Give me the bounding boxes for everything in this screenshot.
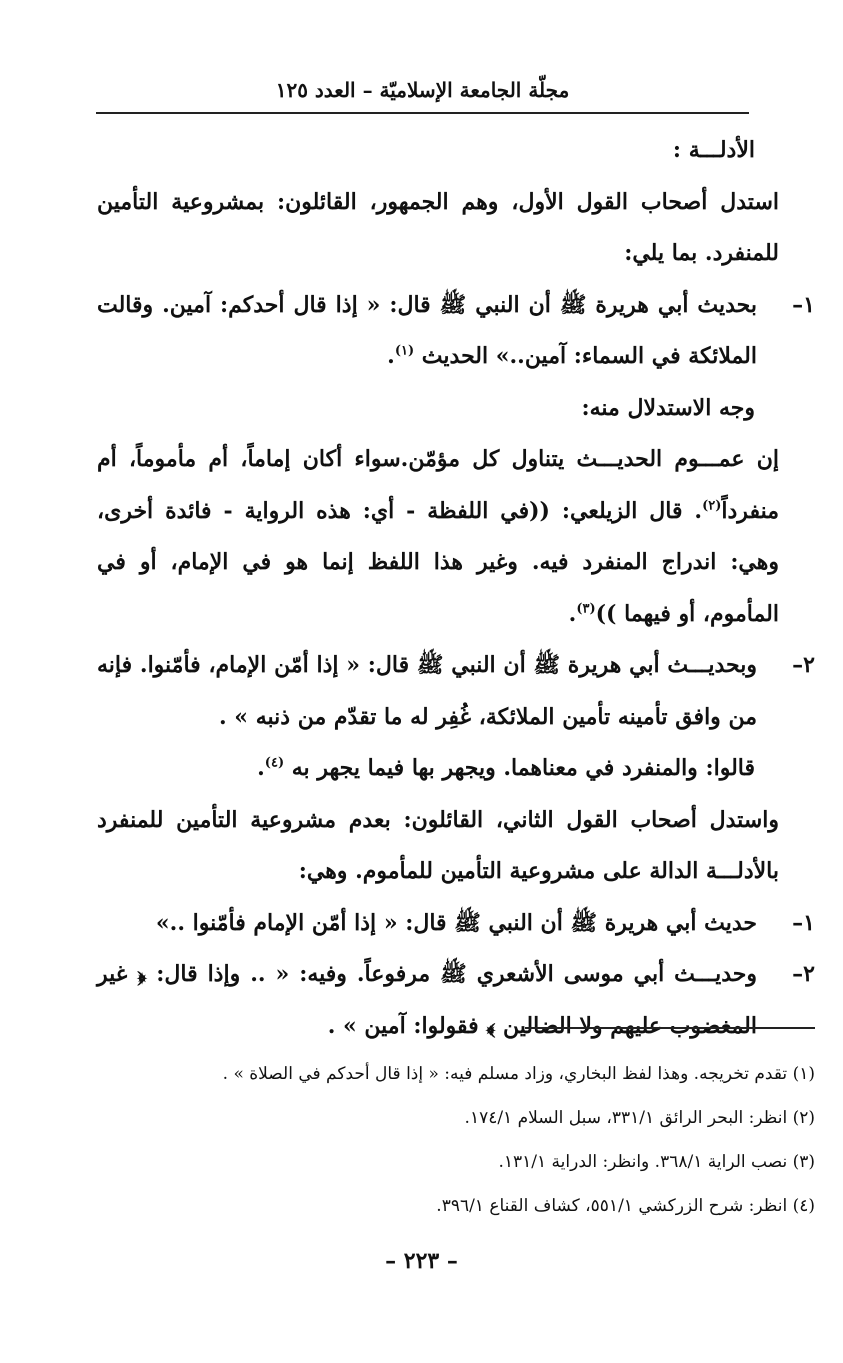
qalu-text (97, 743, 815, 795)
evidence-item-1 (97, 280, 815, 383)
item-number: ٢– (792, 652, 815, 678)
main-text (97, 125, 815, 1052)
second-view-intro: واستدل أصحاب القول الثاني، القائلون: بعدم مشروعية التأمين للمنفرد بالأدلـــة الدالة على مشروعية التأمين للمأموم. وهي: (97, 806, 779, 884)
sentence-end: . (568, 600, 577, 627)
sentence-end: . (387, 343, 395, 369)
footnotes (97, 1052, 815, 1228)
header-divider (96, 112, 749, 114)
footnote-4: (٤) انظر: شرح الزركشي ٥٥١/١، كشاف القناع ٣٩٦/١. (436, 1196, 815, 1216)
footnote-ref-2[interactable]: (٢) (702, 498, 722, 514)
running-header: مجلّة الجامعة الإسلاميّة – العدد ١٢٥ (275, 78, 570, 102)
footnote-3: (٣) نصب الراية ٣٦٨/١. وانظر: الدراية ١٣١/١. (498, 1152, 815, 1172)
qalu-body: قالوا: والمنفرد في معناهما. ويجهر بها فيما يجهر به (291, 755, 755, 781)
page-number: – ٢٢٣ – (385, 1248, 458, 1274)
footnote-divider (525, 1027, 815, 1029)
footnote-ref-1[interactable]: (١) (394, 343, 415, 359)
footnote-ref-4[interactable]: (٤) (264, 755, 285, 771)
item-text (97, 280, 757, 383)
inference-heading: وجه الاستدلال منه: (581, 394, 755, 421)
inference-body: إن عمـــوم الحديـــث يتناول كل مؤمّن.سواء أكان إماماً، أم مأموماً، أم منفرداً (97, 446, 779, 524)
item-number: ١– (792, 291, 815, 318)
footnote-ref-3[interactable]: (٣) (576, 601, 596, 617)
footnote-1: (١) تقدم تخريجه. وهذا لفظ البخاري، وزاد مسلم فيه: « إذا قال أحدكم في الصلاة » . (222, 1064, 815, 1084)
zaylai-quote: . قال الزيلعي: ((في اللفظة - أي: هذه الرواية - فائدة أخرى، وهي: اندراج المنفرد فيه. وغير هذا اللفظ إنما هو في الإمام، أو في المأموم، أو فيهما )) (97, 497, 779, 627)
item-text: وحديـــث أبي موسى الأشعري ﷺ مرفوعاً. وفيه: « .. وإذا قال: ﴿ غير المغضوب عليهم ولا الضالين ﴾ فقولوا: آمين » . (97, 961, 757, 1039)
sentence-end: . (257, 755, 265, 781)
evidence-item-2 (97, 640, 815, 743)
hadith-text: بحديث أبي هريرة ﷺ أن النبي ﷺ قال: « إذا قال أحدكم: آمين. وقالت الملائكة في السماء: آمين..» الحديث (97, 291, 757, 369)
footnote-2: (٢) انظر: البحر الرائق ٣٣١/١، سبل السلام ١٧٤/١. (464, 1108, 815, 1128)
inference-text (97, 434, 815, 640)
first-view-intro: استدل أصحاب القول الأول، وهم الجمهور، القائلون: بمشروعية التأمين للمنفرد. بما يلي: (97, 188, 779, 266)
item-text: وبحديـــث أبي هريرة ﷺ أن النبي ﷺ قال: « إذا أمّن الإمام، فأمّنوا. فإنه من وافق تأمينه تأمين الملائكة، غُفِر له ما تقدّم من ذنبه » . (97, 652, 757, 730)
item-number: ١– (792, 909, 815, 936)
second-evidence-item-2 (97, 949, 815, 1052)
second-evidence-item-1 (97, 898, 815, 950)
item-text: حديث أبي هريرة ﷺ أن النبي ﷺ قال: « إذا أمّن الإمام فأمّنوا ..» (155, 909, 757, 936)
item-number: ٢– (792, 961, 815, 987)
section-heading: الأدلـــة : (672, 137, 755, 163)
